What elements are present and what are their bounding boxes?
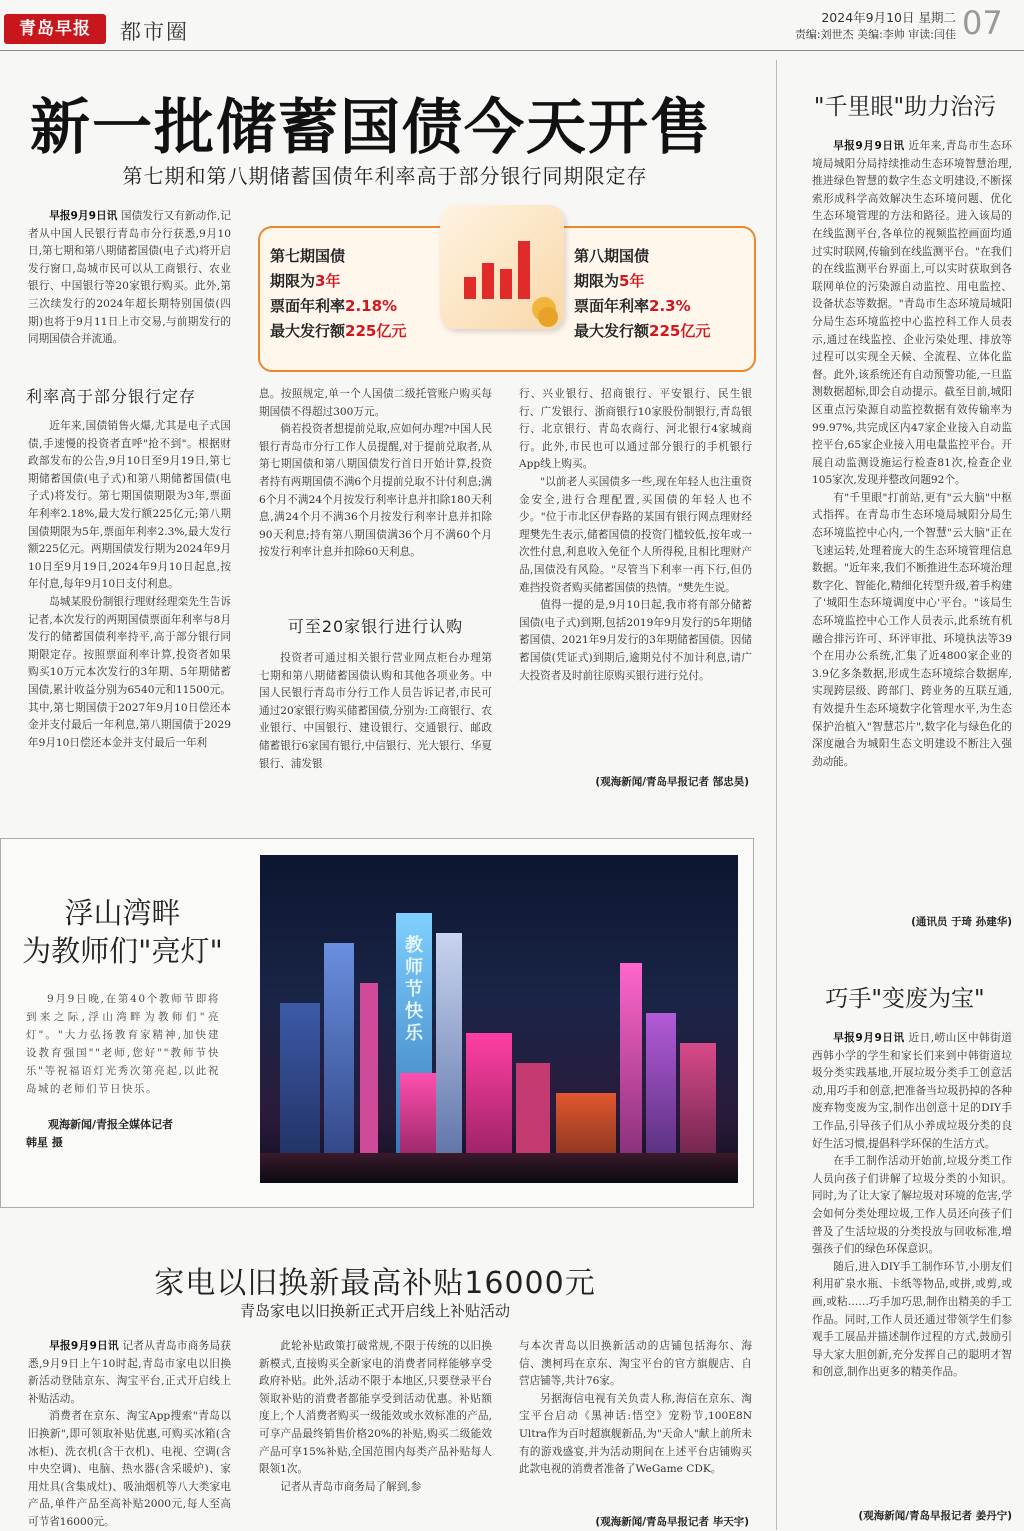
- lead-column-2: [259, 386, 492, 602]
- photo-credit: 观海新闻/青报全媒体记者 韩星 摄: [26, 1118, 174, 1149]
- bond8-max: 最大发行额225亿元: [574, 322, 711, 340]
- lead-col3-p1: 行、兴业银行、招商银行、平安银行、民生银行、广发银行、浙商银行10家股份制银行,青岛银行、北京银行、青岛农商行、河北银行4家城商行。此外,市民也可以通过部分银行的手机银行App线上购买。: [519, 388, 752, 471]
- appliance-column-1: [28, 1338, 231, 1528]
- subhead-rates: 利率高于部分银行定存: [26, 387, 197, 406]
- side1-p2: 有"千里眼"打前站,更有"云大脑"中枢式指挥。在青岛市生态环境局城阳分局生态环境监控中心内,一个智慧"云大脑"正在飞速运转,处理着庞大的生态环境管理信息数据。"近年来,我们不断推进生态环境治理数字化、智能化,精细化转型升级,着手构建了'城阳生态环境调度中心'平台。"该局生态环境监控中心工作人员表示,此系统有机融合排污许可、环评审批、环境执法等39个在用办公系统,汇集了近4800家企业的3.9亿多条数据,形成生态环境综合数据库,实现跨层级、跨部门、跨业务的互联互通,有效提升生态环境数字化管理水平,为生态保护治植入"智慧芯片",数字化与绿色化的深度融合为城阳生态文明建设不断注入强劲动能。: [812, 491, 1012, 768]
- bond7-info: [270, 244, 440, 344]
- side1-body: [812, 138, 1012, 912]
- appliance-col1-p1: 早报9月9日讯 记者从青岛市商务局获悉,9月9日上午10时起,青岛市家电以旧换新活动登陆京东、淘宝平台,正式开启线上补贴活动。: [28, 1340, 231, 1405]
- appliance-column-3: [519, 1338, 752, 1514]
- masthead-rule: [0, 50, 1024, 51]
- side2-headline: 巧手"变废为宝": [825, 986, 985, 1012]
- appliance-col3-p2: 另据海信电视有关负责人称,海信在京东、淘宝平台启动《黑神话:悟空》宠粉节,100E8N Ultra作为百吋超旗舰新品,为"天命人"献上前所未有的游戏盛宴,并为活动期间在上述平台店铺购买此款电视的消费者准备了WeGame CDK。: [519, 1392, 752, 1476]
- subhead-banks: 可至20家银行进行认购: [287, 617, 464, 636]
- appliance-col3-p1: 与本次青岛以旧换新活动的店铺包括海尔、海信、澳柯玛在京东、淘宝平台的官方旗舰店、自营店铺等,共计76家。: [519, 1340, 752, 1388]
- sidebar-divider: [776, 60, 777, 1530]
- building-sign: 教师节快乐: [405, 935, 423, 1044]
- appliance-byline: (观海新闻/青岛早报记者 毕天宇): [595, 1516, 749, 1528]
- appliance-col1-p2: 消费者在京东、淘宝App搜索"青岛以旧换新",即可领取补贴优惠,可购买冰箱(含冰柜)、洗衣机(含干衣机)、电视、空调(含中央空调)、电脑、热水器(含采暖炉)、家用灶具(含集成灶)、吸油烟机等八大类家电产品,单件产品至高补贴2000元,每人至高可节省16000元。: [28, 1410, 231, 1528]
- bond7-rate: 票面年利率2.18%: [270, 297, 398, 315]
- bar-chart-icon: [440, 205, 564, 329]
- appliance-col2-p1: 此轮补贴政策打破常规,不限于传统的以旧换新模式,直接购买全新家电的消费者同样能够享受政府补贴。此外,活动不限于本地区,只要登录平台领取补贴的消费者都能享受到活动优惠。补贴额度上,个人消费者购买一级能效或水效标准的产品,可享产品最终销售价格20%的补贴,购买二级能效产品可享15%补贴,全国范围内每类产品补贴每人限领1次。: [259, 1340, 492, 1476]
- lead-col2-p2: 倘若投资者想提前兑取,应如何办理?中国人民银行青岛市分行工作人员提醒,对于提前兑取者,从第七期国债和第八期国债发行首日开始计算,投资者持有两期国债不满6个月提前兑取不计付利息;满6个月不满24个月按发行利率计息并扣除180天利息,满24个月不满36个月按发行利率计息并扣除90天利息;持有第八期国债满36个月不满60个月按发行利率计息并扣除60天利息。: [259, 423, 492, 559]
- bond8-info: [574, 244, 744, 344]
- bond7-max: 最大发行额225亿元: [270, 322, 407, 340]
- bond8-rate: 票面年利率2.3%: [574, 297, 691, 315]
- side2-p1: 早报9月9日讯 近日,崂山区中韩街道西韩小学的学生和家长们来到中韩街道垃圾分类实践基地,开展垃圾分类手工创意活动,用巧手和创意,把准备当垃圾扔掉的各种废弃物变废为宝,制作出创意十足的DIY手工作品,引导孩子们从小养成垃圾分类的良好生活习惯,提倡科学环保的生活方式。: [812, 1032, 1012, 1150]
- photo-title-line2: 为教师们"亮灯": [22, 934, 223, 968]
- side2-dateline: 早报9月9日讯: [833, 1032, 905, 1044]
- lead-col1-p1: 近年来,国债销售火爆,尤其是电子式国债,手速慢的投资者直呼"抢不到"。根据财政部发布的公告,9月10日至9月19日,第七期储蓄国债(电子式)和第八期储蓄国债(电子式)将发行。第七期国债期限为3年,票面年利率2.18%,最大发行额225亿元;第八期国债期限为5年,票面年利率2.3%,最大发行额225亿元。两期国债发行期为2024年9月10日至9月19日,2024年9月10日起息,按年付息,每年9月10日支付利息。: [28, 420, 231, 591]
- appliance-dateline: 早报9月9日讯: [49, 1340, 119, 1352]
- bond7-term: 期限为3年: [270, 272, 341, 290]
- night-skyline-photo: [260, 855, 738, 1183]
- lead-byline: (观海新闻/青岛早报记者 郜忠昊): [595, 776, 749, 788]
- side2-body: [812, 1030, 1012, 1506]
- appliance-col2-p2: 记者从青岛市商务局了解到,参: [280, 1480, 422, 1493]
- appliance-headline: 家电以旧换新最高补贴16000元: [154, 1266, 596, 1301]
- bond8-term: 期限为5年: [574, 272, 645, 290]
- side2-p2: 在手工制作活动开始前,垃圾分类工作人员向孩子们讲解了垃圾分类的小知识。同时,为了让大家了解垃圾对环境的危害,学会如何分类处理垃圾,工作人员还向孩子们普及了生活垃圾的分类投放与回收标准,增强孩子们的绿色环保意识。: [812, 1155, 1012, 1256]
- lead-col2-p1: 息。按照规定,单一个人国债二级托管账户购买每期国债不得超过300万元。: [259, 388, 492, 418]
- lead-col2-p3: 投资者可通过相关银行营业网点柜台办理第七期和第八期储蓄国债认购和其他各项业务。中国人民银行青岛市分行工作人员告诉记者,市民可通过20家银行购买储蓄国债,分别为:工商银行、农业银行、中国银行、建设银行、交通银行、邮政储蓄银行6家国有银行,中信银行、光大银行、华夏银行、浦发银: [259, 652, 492, 770]
- lead-intro-text: 国债发行又有新动作,记者从中国人民银行青岛市分行获悉,9月10日,第七期和第八期储蓄国债(电子式)将开启发行窗口,岛城市民可以从工商银行、农业银行、中国银行等20家银行购买。此外,第三次续发行的2024年超长期特别国债(四期)也将于9月11日上市交易,与前期发行的同期国债合并流通。: [28, 210, 231, 346]
- bond8-name: 第八期国债: [574, 247, 650, 265]
- appliance-subheadline: 青岛家电以旧换新正式开启线上补贴活动: [239, 1302, 510, 1320]
- lead-col3-p2: "以前老人买国债多一些,现在年轻人也注重资金安全,进行合理配置,买国债的年轻人也不少。"位于市北区伊春路的某国有银行网点理财经理樊先生表示,储蓄国债的投资门槛较低,按年或一次性付息,利息收入免征个人所得税,且相比理财产品,国债没有风险。"尽管当下利率一再下行,但仍难挡投资者购买储蓄国债的热情。"樊先生说。: [519, 475, 752, 594]
- editor-credits: 责编:刘世杰 美编:李帅 审读:闫佳: [794, 28, 956, 41]
- lead-column-2b: [259, 650, 492, 792]
- issue-date: 2024年9月10日 星期二: [821, 10, 956, 25]
- lead-intro: [28, 208, 231, 368]
- lead-dateline: 早报9月9日讯: [49, 210, 118, 222]
- photo-caption: 9月9日晚,在第40个教师节即将到来之际,浮山湾畔为教师们"亮灯"。"大力弘扬教育家精神,加快建设教育强国""老师,您好""教师节快乐"等祝福语灯光秀次第亮起,以此祝岛城的老师们节日快乐。: [26, 993, 220, 1095]
- lead-subheadline: 第七期和第八期储蓄国债年利率高于部分银行同期限定存: [122, 164, 648, 188]
- lead-column-1: [28, 418, 231, 790]
- side1-p1: 早报9月9日讯 近年来,青岛市生态环境局城阳分局持续推动生态环境智慧治理,推进绿色智慧的数字生态文明建设,不断探索形成科学高效解决生态环境问题、优化生态环境管理的方法和路径。进入该局的在线监测平台,各单位的视频监控画面均通过实时联网,传输到在线监测平台。"在我们的在线监测平台界面上,可以实时获取到各联网单位的污染源自动监控、用电监控、设备状态等数据。"青岛市生态环境局城阳分局生态环境监控中心监控科工作人员表示,通过在线监控、企业污染处理、排放等过程可以实现全天候、全流程、立体化监督。此外,该系统还有自动预警功能,一旦监测数据超标,即会自动提示。截至目前,城阳区重点污染源自动监控数据有效传输率为99.97%,共完成区内47家企业接入自动监控平台,65家企业接入用电量监控平台。开展自动监测设施运行检查81次,检查企业105家次,发现并整改问题92个。: [812, 140, 1012, 487]
- newspaper-logo: 青岛早报: [4, 14, 106, 44]
- side2-byline: (观海新闻/青岛早报记者 姜丹宁): [858, 1510, 1012, 1522]
- photo-title-line1: 浮山湾畔: [64, 896, 181, 930]
- page-number: 07: [962, 4, 1003, 42]
- lead-col3-p3: 值得一提的是,9月10日起,我市将有部分储蓄国债(电子式)到期,包括2019年9月发行的5年期储蓄国债、2021年9月发行的3年期储蓄国债。因储蓄国债(凭证式)到期后,逾期兑付不加计利息,请广大投资者及时前往原购买银行进行兑付。: [519, 599, 752, 682]
- photo-story-title: [10, 894, 235, 970]
- lead-col1-p2: 岛城某股份制银行理财经理栾先生告诉记者,本次发行的两期国债票面年利率与8月发行的储蓄国债利率持平,高于部分银行同期限定存。按照票面利率计算,投资者如果购买10万元本次发行的3年期、5年期储蓄国债,累计收益分别为6540元和11500元。其中,第七期国债于2027年9月10日偿还本金并支付最后一年利息,第八期国债于2029年9月10日偿还本金并支付最后一年利: [28, 595, 231, 749]
- side1-dateline: 早报9月9日讯: [833, 140, 905, 152]
- side2-p3: 随后,进入DIY手工制作环节,小朋友们利用矿泉水瓶、卡纸等物品,或拼,或剪,或画,或粘……巧手加巧思,制作出精美的手工作品。同时,工作人员还通过带领学生们参观手工展品并描述制作过程的方式,鼓励引导大家大胆创新,充分发挥自己的聪明才智和创意,制作出更多的精美作品。: [812, 1260, 1012, 1379]
- side1-byline: (通讯员 于琦 孙建华): [911, 916, 1012, 928]
- section-name: 都市圈: [120, 20, 189, 44]
- appliance-column-2: [259, 1338, 492, 1528]
- side1-headline: "千里眼"助力治污: [813, 94, 997, 120]
- bond7-name: 第七期国债: [270, 247, 346, 265]
- lead-column-3: [519, 386, 752, 774]
- lead-headline: 新一批储蓄国债今天开售: [30, 93, 712, 163]
